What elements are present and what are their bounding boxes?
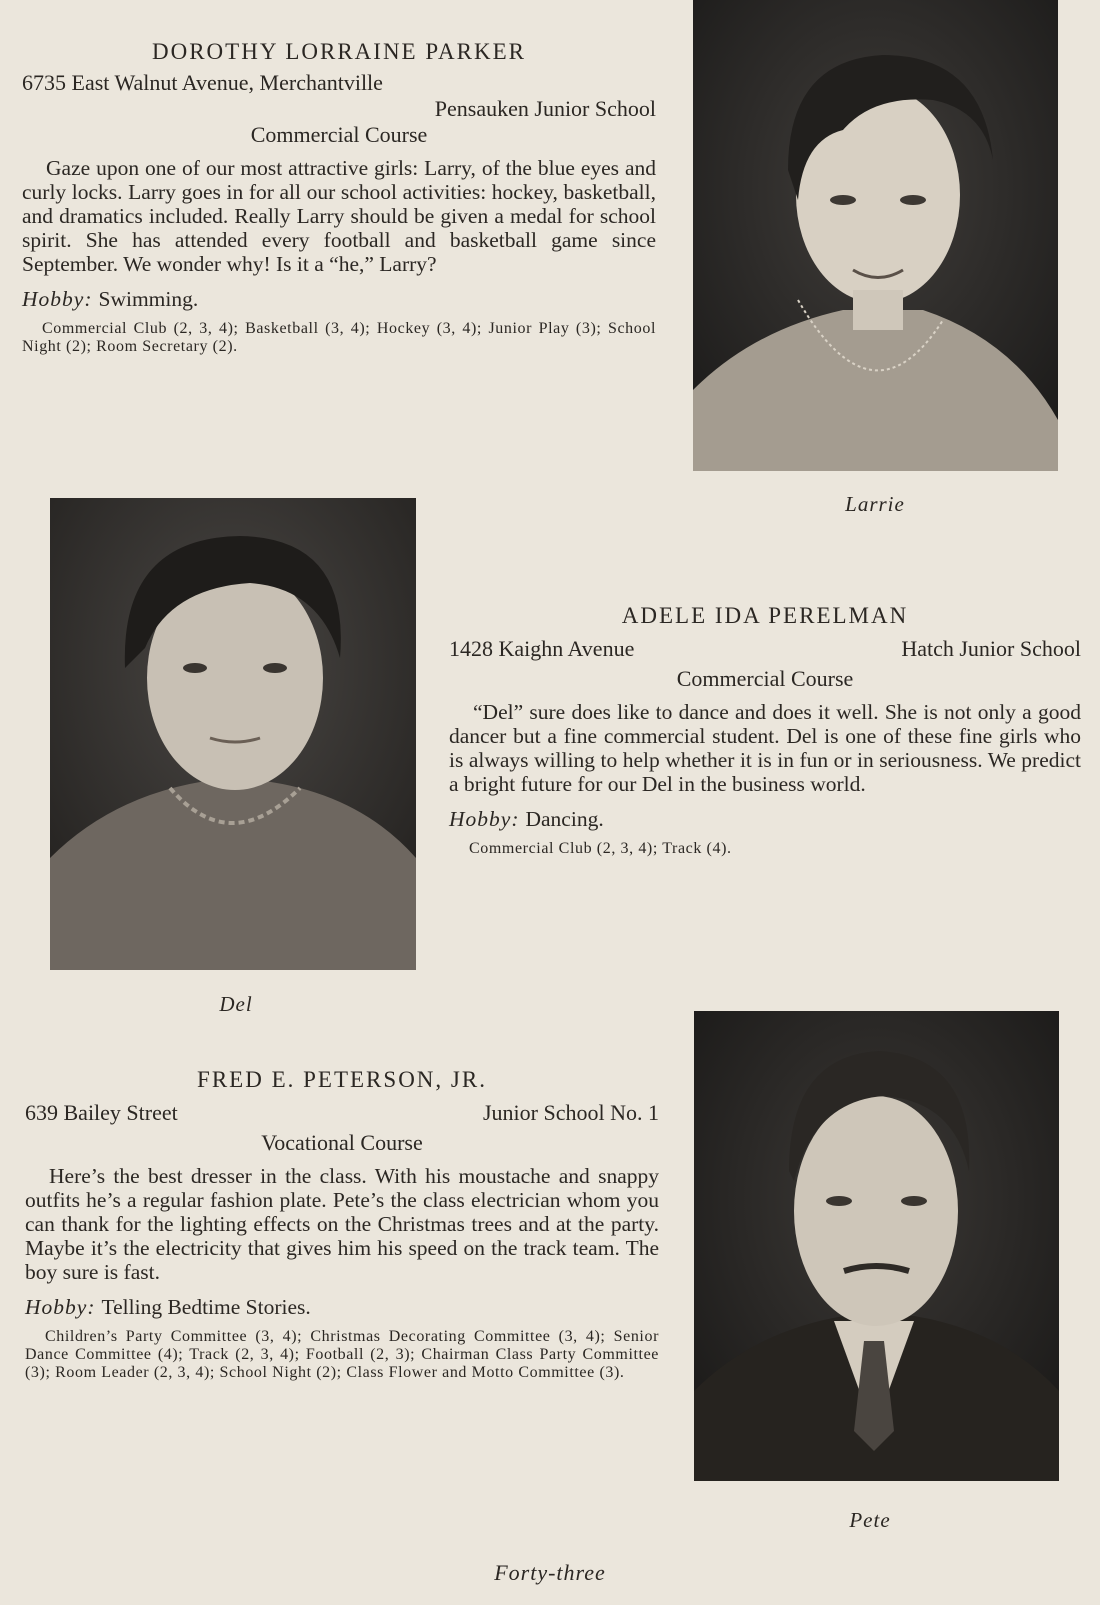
activities: Commercial Club (2, 3, 4); Track (4). <box>469 840 732 857</box>
course: Commercial Course <box>676 666 854 691</box>
entry-parker <box>22 38 656 356</box>
junior-school: Hatch Junior School <box>901 636 1081 661</box>
address-school-row <box>25 1100 659 1126</box>
nickname-larrie: Larrie <box>845 492 905 516</box>
portrait-image <box>693 0 1058 471</box>
hobby <box>449 806 1081 832</box>
nickname-pete: Pete <box>849 1508 891 1532</box>
hobby-value: Swimming. <box>98 287 199 311</box>
hobby-label: Hobby: <box>25 1295 96 1319</box>
activities: Commercial Club (2, 3, 4); Basketball (3, 4); Hockey (3, 4); Junior Play (3); School Night (2); Room Secretary (2). <box>22 320 656 355</box>
course: Vocational Course <box>261 1130 423 1155</box>
portrait-photo-larrie <box>693 0 1058 471</box>
student-name: FRED E. PETERSON, JR. <box>197 1067 487 1092</box>
bio: Here’s the best dresser in the class. With his moustache and snappy outfits he’s a regular fashion plate. Pete’s the class electrician whom you can thank for the lighting effects on the Christmas trees and at the party. Maybe it’s the electricity that gives him his speed on the track team. The boy sure is fast. <box>25 1164 659 1284</box>
portrait-image <box>694 1011 1059 1481</box>
bio: Gaze upon one of our most attractive girls: Larry, of the blue eyes and curly locks. Larry goes in for all our school activities: hockey, basketball, and dramatics included. Really Larry should be given a medal for school spirit. She has attended every football and basketball game since September. We wonder why! Is it a “he,” Larry? <box>22 156 656 276</box>
hobby-value: Telling Bedtime Stories. <box>101 1295 311 1319</box>
student-address: 6735 East Walnut Avenue, Merchantville <box>22 70 383 95</box>
student-address: 639 Bailey Street <box>25 1100 178 1125</box>
entry-perelman <box>449 602 1081 858</box>
student-name: DOROTHY LORRAINE PARKER <box>152 39 526 64</box>
hobby <box>25 1294 659 1320</box>
portrait-photo-del <box>50 498 416 970</box>
hobby-label: Hobby: <box>449 807 520 831</box>
activities: Children’s Party Committee (3, 4); Christmas Decorating Committee (3, 4); Senior Dance Committee (4); Track (2, 3, 4); Football (2, 3); Chairman Class Party Committee (3); Room Leader (2, 3, 4); School Night (2); Class Flower and Motto Committee (3). <box>25 1328 659 1381</box>
hobby <box>22 286 656 312</box>
hobby-label: Hobby: <box>22 287 93 311</box>
portrait-photo-pete <box>694 1011 1059 1481</box>
junior-school: Junior School No. 1 <box>483 1100 659 1125</box>
portrait-image <box>50 498 416 970</box>
student-name: ADELE IDA PERELMAN <box>621 603 909 628</box>
junior-school: Pensauken Junior School <box>434 96 656 121</box>
nickname-del: Del <box>219 992 253 1016</box>
address-school-row <box>449 636 1081 662</box>
bio: “Del” sure does like to dance and does it well. She is not only a good dancer but a fine commercial student. Del is one of these fine girls who is always willing to help whether it is in fun or in seriousness. We predict a bright future for our Del in the business world. <box>449 700 1081 796</box>
course: Commercial Course <box>250 122 428 147</box>
page-number: Forty-three <box>494 1560 606 1585</box>
entry-peterson <box>25 1066 659 1382</box>
hobby-value: Dancing. <box>525 807 604 831</box>
student-address: 1428 Kaighn Avenue <box>449 636 635 661</box>
